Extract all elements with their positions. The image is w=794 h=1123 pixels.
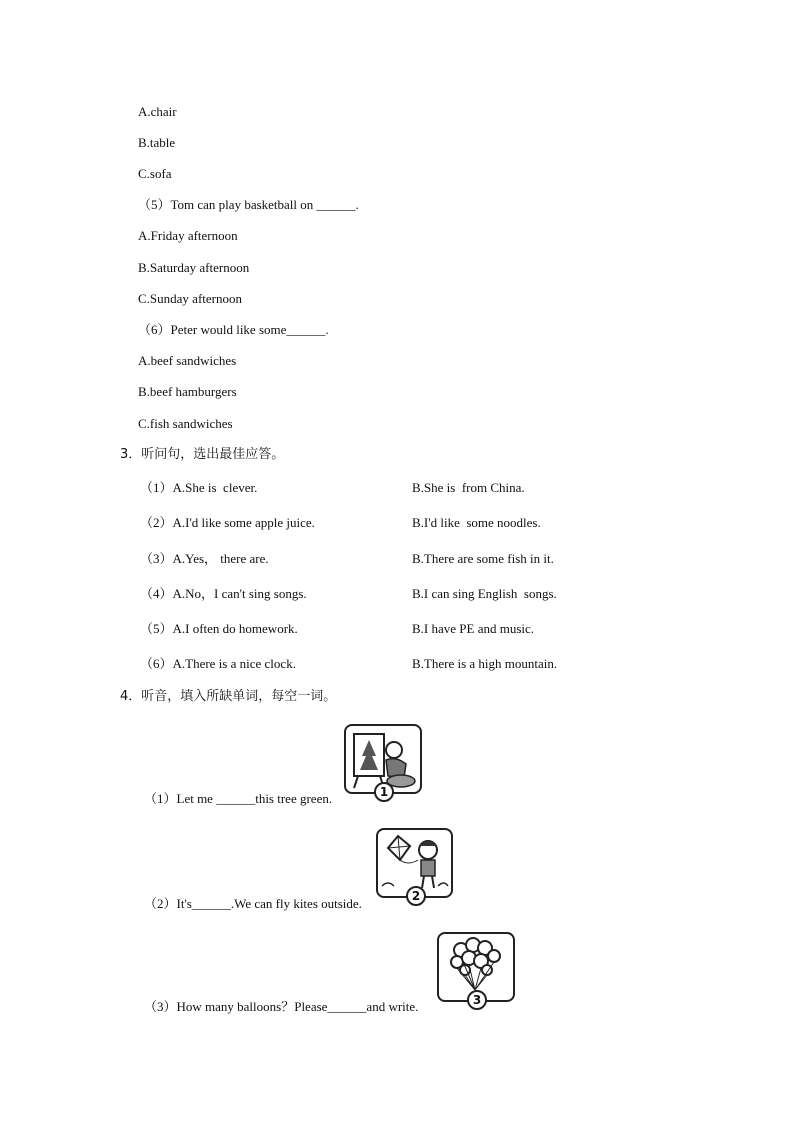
s3-q6-option-b: B.There is a high mountain. [412,656,558,671]
s3-q4-option-a: （4）A.No，I can't sing songs. [140,586,307,601]
s3-q4-option-b: B.I can sing English songs. [412,586,557,601]
s3-q5-option-a: （5）A.I often do homework. [140,621,298,636]
q5-option-c: C.Sunday afternoon [138,291,242,306]
s3-q3-option-a: （3）A.Yes， there are. [140,551,269,566]
section3-title: 3．听问句，选出最佳应答。 [120,447,285,462]
q4-option-c: C.sofa [138,166,172,181]
q6-option-b: B.beef hamburgers [138,384,237,399]
q5-option-a: A.Friday afternoon [138,228,238,243]
s3-q1-option-a: （1）A.She is clever. [140,480,258,495]
badge-2: 2 [406,886,426,906]
s3-q6-option-a: （6）A.There is a nice clock. [140,656,296,671]
badge-1: 1 [374,782,394,802]
s4-q2-text: （2）It's______.We can fly kites outside. [144,896,362,911]
s3-q2-option-a: （2）A.I'd like some apple juice. [140,515,315,530]
painting-picture [344,724,422,799]
q5-stem: （5）Tom can play basketball on ______. [138,197,359,212]
q6-option-a: A.beef sandwiches [138,353,237,368]
s3-q1-option-b: B.She is from China. [412,480,525,495]
q4-option-b: B.table [138,135,176,150]
kite-picture [376,828,453,903]
s4-q1-text: （1）Let me ______this tree green. [144,791,333,806]
s3-q2-option-b: B.I'd like some noodles. [412,515,541,530]
q4-option-a: A.chair [138,104,177,119]
q5-option-b: B.Saturday afternoon [138,260,250,275]
section4-title: 4．听音，填入所缺单词，每空一词。 [120,689,337,704]
s4-q3-text: （3）How many balloons？Please______and write. [144,999,419,1014]
s3-q5-option-b: B.I have PE and music. [412,621,535,636]
badge-3: 3 [467,990,487,1010]
q6-stem: （6）Peter would like some______. [138,322,329,337]
q6-option-c: C.fish sandwiches [138,416,233,431]
s3-q3-option-b: B.There are some fish in it. [412,551,554,566]
balloons-picture [437,932,515,1007]
